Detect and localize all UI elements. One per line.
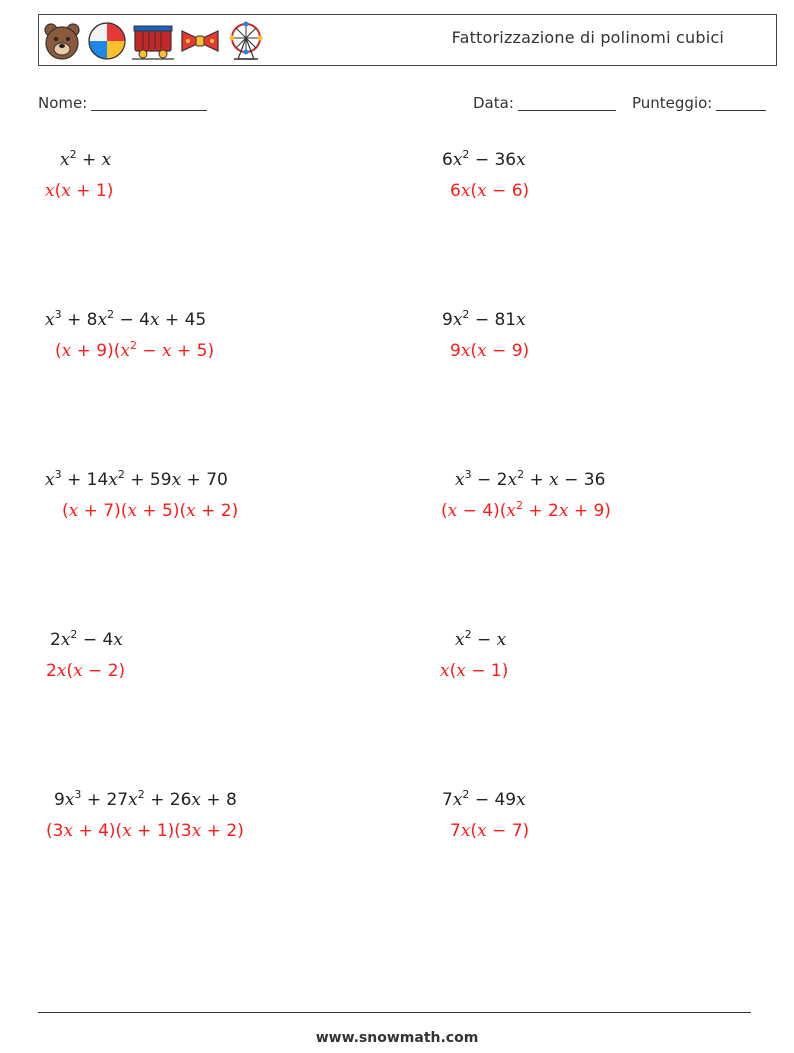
problem-expression: $x^3 + 8x^2 - 4x + 45$	[45, 308, 207, 330]
ferris-wheel-icon	[226, 21, 266, 61]
bow-tie-icon	[179, 21, 221, 61]
name-line	[91, 94, 207, 111]
problem-answer: 2x(x − 2)	[46, 661, 126, 681]
problem-expression: $7x^2 - 49x$	[442, 788, 526, 810]
date-label: Data:	[473, 94, 514, 112]
problem-answer: (3x + 4)(x + 1)(3x + 2)	[46, 821, 244, 841]
beach-ball-icon	[87, 21, 127, 61]
problem-answer: x(x − 1)	[440, 661, 509, 681]
bear-icon	[42, 21, 82, 61]
worksheet-title: Fattorizzazione di polinomi cubici	[451, 28, 724, 47]
footer-rule	[38, 1012, 751, 1013]
name-label: Nome:	[38, 94, 88, 112]
date-line	[518, 94, 616, 111]
header-icons	[42, 21, 266, 61]
name-field[interactable]	[38, 94, 207, 112]
problem-expression: $2x^2 - 4x$	[50, 628, 123, 650]
problem-answer: $(x + 9)(x^2 - x + 5)$	[55, 339, 215, 361]
problem-answer: 7x(x − 7)	[450, 821, 530, 841]
problem-expression: $x^3 - 2x^2 + x - 36$	[455, 468, 606, 490]
problem-expression: $x^2 - x$	[455, 628, 507, 650]
circus-wagon-icon	[132, 21, 174, 61]
problem-expression: $9x^2 - 81x$	[442, 308, 526, 330]
problem-answer: 6x(x − 6)	[450, 181, 530, 201]
score-line	[716, 94, 766, 111]
problem-answer: 9x(x − 9)	[450, 341, 530, 361]
problem-answer: $(x - 4)(x^2 + 2x + 9)$	[441, 499, 611, 521]
problem-expression: $6x^2 - 36x$	[442, 148, 526, 170]
date-field[interactable]	[473, 94, 616, 112]
worksheet-header	[38, 14, 777, 66]
score-field[interactable]	[632, 94, 766, 112]
problem-expression: $9x^3 + 27x^2 + 26x + 8$	[54, 788, 237, 810]
problem-answer: x(x + 1)	[45, 181, 114, 201]
problem-expression: $x^2 + x$	[60, 148, 112, 170]
footer-url: www.snowmath.com	[315, 1030, 479, 1046]
problem-answer: (x + 7)(x + 5)(x + 2)	[62, 501, 239, 521]
score-label: Punteggio:	[632, 94, 713, 112]
problem-expression: $x^3 + 14x^2 + 59x + 70$	[45, 468, 228, 490]
